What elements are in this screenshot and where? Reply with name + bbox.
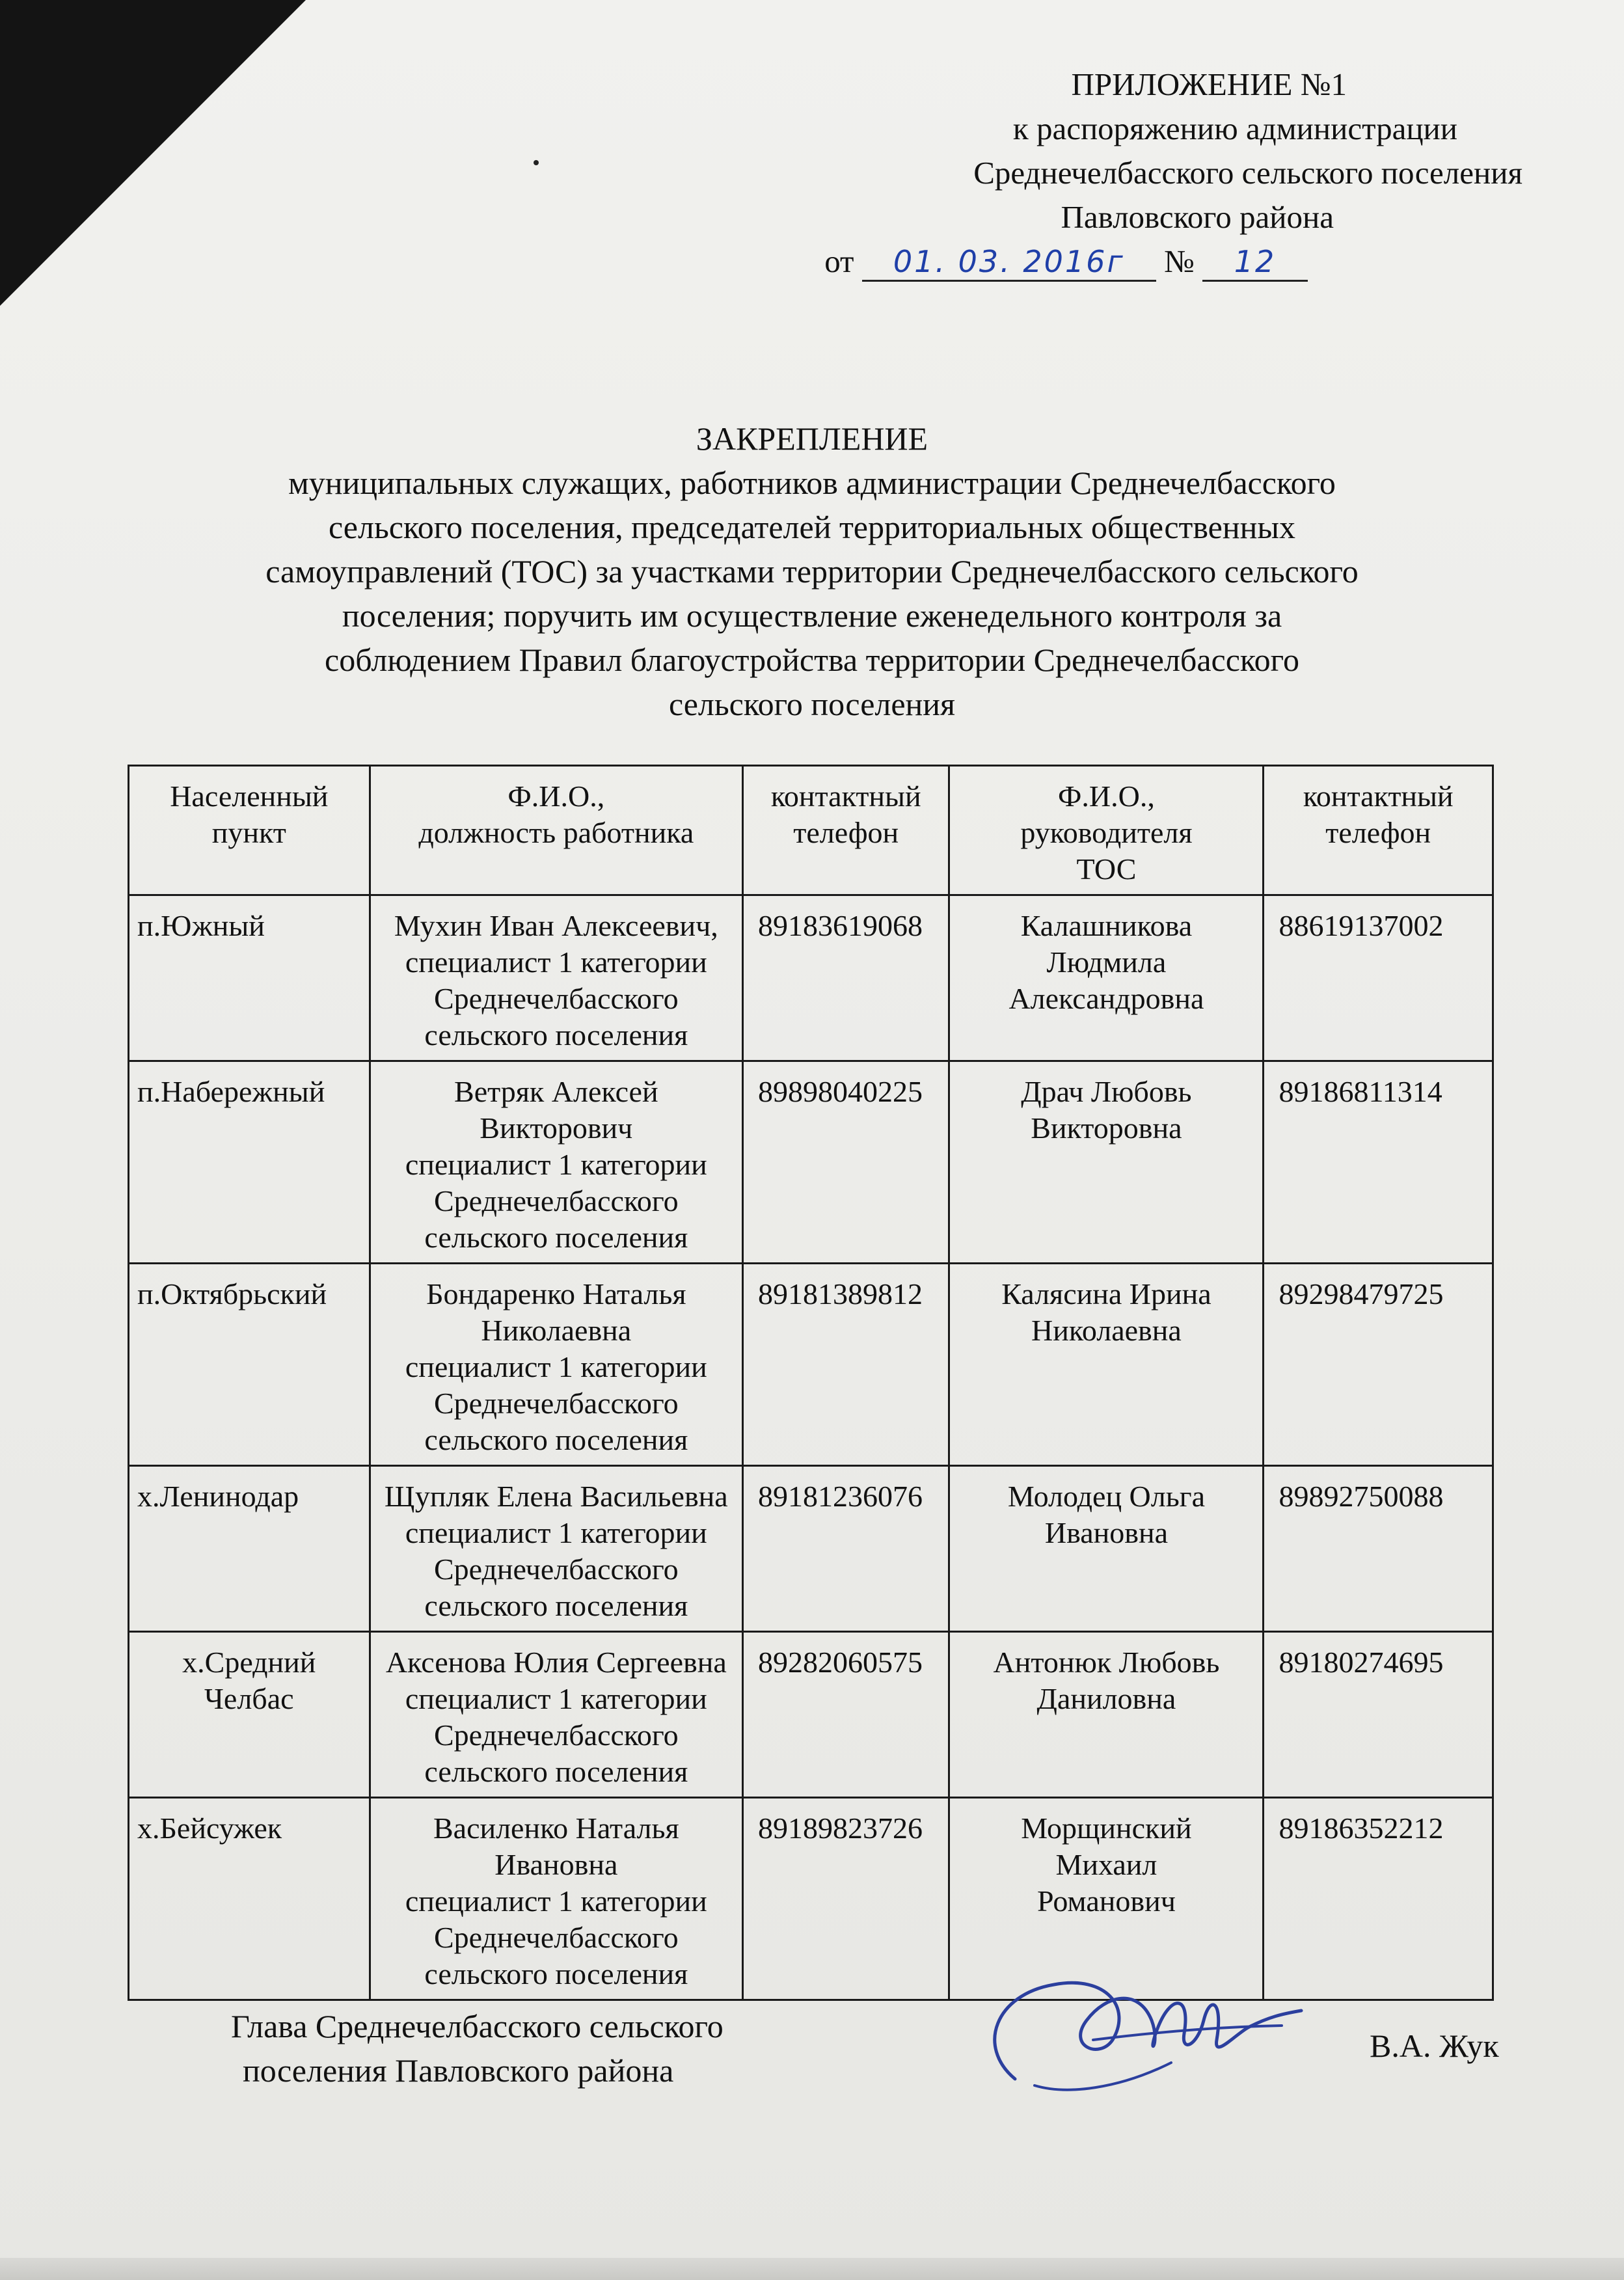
number-prefix: № <box>1163 243 1195 279</box>
tos-head-line: Ивановна <box>1044 1516 1168 1549</box>
tos-head-line: Людмила <box>1046 945 1167 979</box>
tos-head-line: Калясина Ирина <box>1001 1277 1211 1310</box>
header-text: контактный <box>1303 780 1454 813</box>
employee-line: сельского поселения <box>424 1221 688 1254</box>
cell-employee <box>370 1798 742 2000</box>
settlement-name: х.Ленинодар <box>137 1480 299 1513</box>
settlement-name: х.Бейсужек <box>137 1812 282 1845</box>
signer-position-line: поселения Павловского района <box>243 2052 674 2089</box>
number-field <box>1202 243 1308 282</box>
tos-phone-number: 89892750088 <box>1279 1480 1444 1513</box>
phone-number: 89181389812 <box>758 1277 923 1310</box>
settlement-name: п.Октябрьский <box>137 1277 327 1310</box>
employee-line: сельского поселения <box>424 1755 688 1788</box>
header-text: Ф.И.О., <box>508 780 605 813</box>
cell-settlement <box>129 1061 370 1264</box>
cell-employee <box>370 1264 742 1466</box>
description-line: поселения; поручить им осуществление еженедельного контроля за <box>342 597 1282 634</box>
appendix-date-line <box>781 239 1308 284</box>
header-text: должность работника <box>418 816 694 849</box>
document-description <box>168 461 1456 726</box>
document-heading: ЗАКРЕПЛЕНИЕ <box>696 420 928 457</box>
employee-line: сельского поселения <box>424 1018 688 1052</box>
handwritten-signature <box>976 1949 1314 2105</box>
employee-line: Среднечелбасского <box>433 1387 679 1420</box>
speck <box>534 160 539 165</box>
date-handwritten: 01. 03. 2016г <box>893 244 1125 279</box>
table-row <box>129 895 1493 1061</box>
cell-tos-phone <box>1264 1466 1493 1632</box>
description-line: соблюдением Правил благоустройства территории Среднечелбасского <box>325 642 1299 678</box>
cell-phone <box>743 1466 949 1632</box>
header-text: Населенный <box>170 780 329 813</box>
cell-tos-head <box>949 1466 1264 1632</box>
settlement-name: п.Южный <box>137 909 265 942</box>
cell-employee <box>370 895 742 1061</box>
settlement-name: х.Средний <box>182 1646 316 1679</box>
table-row <box>129 1466 1493 1632</box>
document-title-block <box>156 416 1468 726</box>
scan-edge <box>0 2258 1624 2280</box>
cell-settlement <box>129 1632 370 1798</box>
employee-line: сельского поселения <box>424 1589 688 1622</box>
cell-settlement <box>129 1466 370 1632</box>
cell-tos-head <box>949 1264 1264 1466</box>
employee-line: Ивановна <box>494 1848 618 1881</box>
employee-line: Ветряк Алексей <box>454 1075 658 1108</box>
table-row <box>129 1264 1493 1466</box>
employee-line: специалист 1 категории <box>405 1350 707 1383</box>
header-text: пункт <box>211 816 286 849</box>
tos-head-line: Морщинский <box>1021 1812 1192 1845</box>
employee-line: Щупляк Елена Васильевна <box>384 1480 728 1513</box>
employee-line: специалист 1 категории <box>405 1516 707 1549</box>
employee-line: специалист 1 категории <box>405 1884 707 1918</box>
cell-tos-phone <box>1264 1264 1493 1466</box>
description-line: муниципальных служащих, работников администрации Среднечелбасского <box>288 465 1336 501</box>
cell-tos-phone <box>1264 1061 1493 1264</box>
employee-line: Викторович <box>480 1111 633 1145</box>
header-employee <box>370 766 742 895</box>
description-line: сельского поселения, председателей территориальных общественных <box>329 509 1295 545</box>
cell-tos-phone <box>1264 1632 1493 1798</box>
employee-line: специалист 1 категории <box>405 1682 707 1715</box>
header-text: Ф.И.О., <box>1058 780 1155 813</box>
tos-head-line: Александровна <box>1008 982 1204 1015</box>
header-tos-head <box>949 766 1264 895</box>
cell-phone <box>743 1061 949 1264</box>
header-settlement <box>129 766 370 895</box>
number-handwritten: 12 <box>1234 244 1277 279</box>
cell-settlement <box>129 1264 370 1466</box>
tos-head-line: Молодец Ольга <box>1007 1480 1205 1513</box>
header-text: контактный <box>770 780 921 813</box>
cell-tos-head <box>949 1632 1264 1798</box>
cell-phone <box>743 1632 949 1798</box>
employee-line: Василенко Наталья <box>433 1812 679 1845</box>
tos-phone-number: 89186352212 <box>1279 1812 1444 1845</box>
signer-position-line: Глава Среднечелбасского сельского <box>231 2008 724 2044</box>
description-line: самоуправлений (ТОС) за участками территории Среднечелбасского сельского <box>265 553 1359 590</box>
employee-line: сельского поселения <box>424 1423 688 1456</box>
header-text: руководителя <box>1020 816 1193 849</box>
description-line: сельского поселения <box>668 686 956 722</box>
cell-phone <box>743 1264 949 1466</box>
employee-line: Николаевна <box>481 1314 632 1347</box>
cell-phone <box>743 895 949 1061</box>
employee-line: сельского поселения <box>424 1957 688 1990</box>
cell-employee <box>370 1632 742 1798</box>
phone-number: 89181236076 <box>758 1480 923 1513</box>
phone-number: 89189823726 <box>758 1812 923 1845</box>
date-prefix: от <box>824 243 854 279</box>
tos-phone-number: 89180274695 <box>1279 1646 1444 1679</box>
cell-tos-head <box>949 895 1264 1061</box>
employee-line: Среднечелбасского <box>433 1718 679 1752</box>
cell-employee <box>370 1466 742 1632</box>
phone-number: 89183619068 <box>758 909 923 942</box>
appendix-title: ПРИЛОЖЕНИЕ №1 <box>1071 66 1347 102</box>
tos-phone-number: 88619137002 <box>1279 909 1444 942</box>
table-row <box>129 1632 1493 1798</box>
employee-line: Среднечелбасского <box>433 1921 679 1954</box>
cell-tos-phone <box>1264 895 1493 1061</box>
employee-line: Среднечелбасского <box>433 982 679 1015</box>
employee-line: Бондаренко Наталья <box>426 1277 686 1310</box>
tos-head-line: Романович <box>1036 1884 1176 1918</box>
date-field <box>862 243 1156 282</box>
phone-number: 89898040225 <box>758 1075 923 1108</box>
tos-head-line: Михаил <box>1055 1848 1157 1881</box>
header-phone <box>743 766 949 895</box>
tos-head-line: Калашникова <box>1020 909 1193 942</box>
cell-settlement <box>129 1798 370 2000</box>
header-text: телефон <box>1325 816 1431 849</box>
signature-position <box>231 2004 724 2093</box>
settlement-name: Челбас <box>204 1682 294 1715</box>
tos-head-line: Николаевна <box>1031 1314 1182 1347</box>
phone-number: 89282060575 <box>758 1646 923 1679</box>
employee-line: Аксенова Юлия Сергеевна <box>385 1646 727 1679</box>
tos-phone-number: 89186811314 <box>1279 1075 1442 1108</box>
employee-line: специалист 1 категории <box>405 945 707 979</box>
employee-line: Среднечелбасского <box>433 1553 679 1586</box>
folded-corner <box>0 0 306 306</box>
header-text: телефон <box>793 816 899 849</box>
cell-employee <box>370 1061 742 1264</box>
table-row <box>129 1061 1493 1264</box>
appendix-settlement: Среднечелбасского сельского поселения <box>973 155 1522 191</box>
employee-line: специалист 1 категории <box>405 1148 707 1181</box>
appendix-header <box>781 62 1522 284</box>
cell-tos-head <box>949 1061 1264 1264</box>
settlement-name: п.Набережный <box>137 1075 325 1108</box>
assignment-table <box>128 765 1494 2001</box>
employee-line: Мухин Иван Алексеевич, <box>394 909 718 942</box>
header-text: ТОС <box>1076 852 1137 886</box>
tos-head-line: Антонюк Любовь <box>993 1646 1220 1679</box>
tos-head-line: Викторовна <box>1031 1111 1182 1145</box>
cell-settlement <box>129 895 370 1061</box>
tos-phone-number: 89298479725 <box>1279 1277 1444 1310</box>
tos-head-line: Драч Любовь <box>1021 1075 1192 1108</box>
cell-phone <box>743 1798 949 2000</box>
appendix-district: Павловского района <box>1061 199 1334 235</box>
appendix-order-ref: к распоряжению администрации <box>1012 111 1457 146</box>
employee-line: Среднечелбасского <box>433 1184 679 1217</box>
tos-head-line: Даниловна <box>1036 1682 1176 1715</box>
table-header-row <box>129 766 1493 895</box>
signer-name: В.А. Жук <box>1370 2028 1499 2064</box>
header-tos-phone <box>1264 766 1493 895</box>
